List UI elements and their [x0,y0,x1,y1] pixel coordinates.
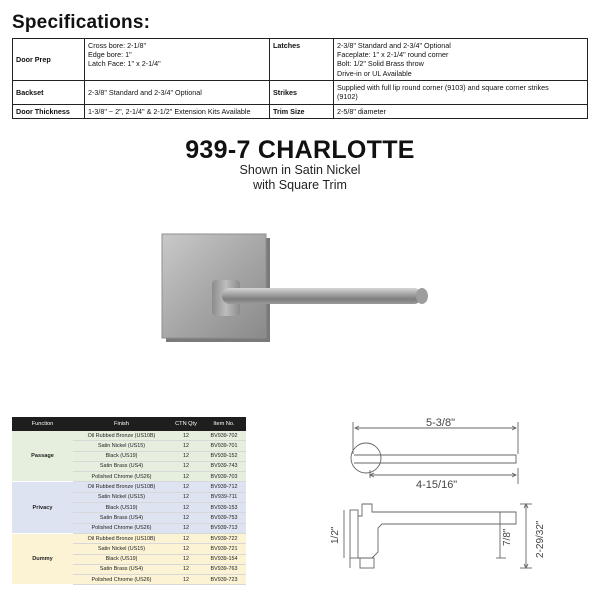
door-thickness-value: 1-3/8" ~ 2", 2-1/4" & 2-1/2" Extension Kits Available [85,105,270,119]
item-cell: BV939-721 [202,544,246,554]
lever-top-view [354,455,516,463]
column-header: Item No. [202,417,246,431]
finish-cell: Satin Brass (US4) [73,461,170,471]
strikes-label: Strikes [270,81,334,105]
backset-label: Backset [13,81,85,105]
qty-cell: 12 [170,472,202,482]
qty-cell: 12 [170,513,202,523]
item-cell: BV939-154 [202,554,246,564]
finish-cell: Oil Rubbed Bronze (US10B) [73,482,170,492]
function-cell-privacy: Privacy [12,482,73,533]
latches-line: Drive-in or UL Available [337,68,412,78]
lever-handle-image [160,232,440,342]
item-cell: BV939-722 [202,533,246,543]
finish-cell: Black (US19) [73,554,170,564]
finish-cell: Satin Brass (US4) [73,564,170,574]
door-thickness-label: Door Thickness [13,105,85,119]
backset-value: 2-3/8" Standard and 2-3/4" Optional [85,81,270,105]
qty-cell: 12 [170,451,202,461]
latches-label: Latches [270,39,334,81]
latches-line: 2-3/8" Standard and 2-3/4" Optional [337,41,451,50]
table-row [12,533,246,543]
strikes-line: (9102) [337,92,358,102]
finish-cell: Satin Nickel (US15) [73,441,170,451]
product-title: 939-7 CHARLOTTE [185,136,415,164]
qty-cell: 12 [170,431,202,441]
door-prep-line: Cross bore: 2-1/8" [88,41,147,50]
door-prep-value [85,39,270,81]
latches-line: Faceplate: 1" x 2-1/4" round corner [337,50,449,60]
trim-size-label: Trim Size [270,105,334,119]
item-cell: BV939-763 [202,564,246,574]
item-cell: BV939-703 [202,472,246,482]
trim-size-value: 2-5/8" diameter [334,105,588,119]
finish-cell: Oil Rubbed Bronze (US10B) [73,431,170,441]
finish-table [12,417,246,585]
finish-cell: Satin Brass (US4) [73,513,170,523]
finish-cell: Polished Chrome (US26) [73,523,170,533]
lever-arm [222,288,422,304]
qty-cell: 12 [170,533,202,543]
qty-cell: 12 [170,441,202,451]
finish-cell: Black (US19) [73,503,170,513]
rose-projection-label: 1/2" [330,526,341,544]
qty-cell: 12 [170,564,202,574]
column-header: Function [12,417,73,431]
column-header: CTN Qty [170,417,202,431]
door-prep-label: Door Prep [13,39,85,81]
specifications-table [12,38,588,119]
table-row [12,482,246,492]
qty-cell: 12 [170,544,202,554]
overall-length-label: 5-3/8" [426,418,455,429]
item-cell: BV939-711 [202,492,246,502]
finish-cell: Satin Nickel (US15) [73,492,170,502]
finish-cell: Oil Rubbed Bronze (US10B) [73,533,170,543]
finish-cell: Satin Nickel (US15) [73,544,170,554]
dimension-drawing [330,418,590,596]
finish-cell: Polished Chrome (US26) [73,575,170,585]
item-cell: BV939-753 [202,513,246,523]
table-row [12,431,246,441]
item-cell: BV939-723 [202,575,246,585]
qty-cell: 12 [170,575,202,585]
item-cell: BV939-152 [202,451,246,461]
qty-cell: 12 [170,461,202,471]
latches-value [334,39,588,81]
door-prep-line: Latch Face: 1" x 2-1/4" [88,59,161,69]
column-header: Finish [73,417,170,431]
lever-tip [416,288,428,304]
lever-height-label: 7/8" [502,528,513,546]
product-subtitle: with Square Trim [253,178,347,192]
qty-cell: 12 [170,503,202,513]
qty-cell: 12 [170,492,202,502]
function-cell-dummy: Dummy [12,533,73,584]
finish-cell: Black (US19) [73,451,170,461]
latches-line: Bolt: 1/2" Solid Brass throw [337,59,424,69]
finish-cell: Polished Chrome (US26) [73,472,170,482]
rose-top-view [351,443,381,473]
lever-length-label: 4-15/16" [416,479,458,491]
function-cell-passage: Passage [12,431,73,482]
item-cell: BV939-153 [202,503,246,513]
page-title: Specifications: [12,12,151,33]
item-cell: BV939-701 [202,441,246,451]
qty-cell: 12 [170,554,202,564]
door-prep-line: Edge bore: 1" [88,50,132,60]
rose-side-view [350,510,358,558]
qty-cell: 12 [170,482,202,492]
item-cell: BV939-702 [202,431,246,441]
product-subtitle: Shown in Satin Nickel [239,163,361,177]
strikes-line: Supplied with full lip round corner (9103) and square corner strikes [337,83,549,92]
item-cell: BV939-743 [202,461,246,471]
qty-cell: 12 [170,523,202,533]
item-cell: BV939-713 [202,523,246,533]
lever-side-view [358,504,516,558]
strikes-value [334,81,588,105]
total-projection-label: 2-29/32" [535,520,546,558]
spindle-side-view [360,558,374,568]
item-cell: BV939-712 [202,482,246,492]
